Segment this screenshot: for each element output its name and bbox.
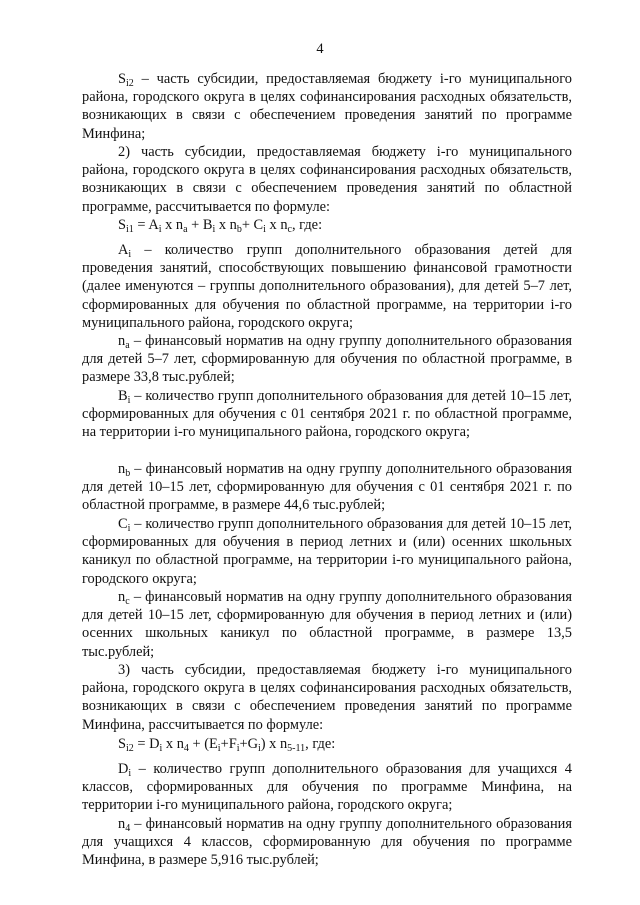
text-run: – финансовый норматив на одну группу дополнительного образования для детей 5–7 лет, сформированную для обучения по областной программе, в размере 33,8 тыс.рублей; (82, 333, 572, 386)
text-run: – часть субсидии, предоставляемая бюджету i-го муниципального района, городского округа в целях софинансирования расходных обязательств, возникающих в связи с обеспечением проведения занятий по программе Минфина; (82, 71, 572, 142)
subscript: i (128, 768, 132, 779)
subscript: b (236, 224, 242, 235)
text-run: + C (241, 217, 264, 233)
subscript: a (183, 224, 188, 235)
text-run: S (118, 71, 127, 87)
paragraph (82, 815, 572, 870)
subscript: c (125, 596, 130, 607)
subscript: i (159, 743, 163, 754)
subscript: i2 (126, 78, 134, 89)
formula-line (82, 735, 572, 753)
text-run: +F (220, 736, 237, 752)
text-run: 3) часть субсидии, предоставляемая бюджету i-го муниципального района, городского округа в целях софинансирования расходных обязательств, возникающих в связи с обеспечением проведения занятий по программе Минфина, рассчитывается по формуле: (82, 662, 572, 733)
text-run: x n (215, 217, 237, 233)
paragraph (82, 760, 572, 815)
subscript: i (128, 249, 132, 260)
text-run: n (118, 816, 126, 832)
text-run: + (E (188, 736, 218, 752)
paragraph (82, 588, 572, 661)
subscript: b (125, 468, 131, 479)
text-run: – количество групп дополнительного образования для учащихся 4 классов, сформированных для обучения по программе Минфина, на территории i-го муниципального района, городского округа; (82, 761, 572, 814)
paragraph (82, 460, 572, 515)
subscript: i1 (126, 224, 134, 235)
text-run: S (118, 736, 127, 752)
text-run: x n (162, 736, 184, 752)
text-run: 2) часть субсидии, предоставляемая бюджету i-го муниципального района, городского округа в целях софинансирования расходных обязательств, возникающих в связи с обеспечением проведения занятий по областной программе, рассчитывается по формуле: (82, 144, 572, 215)
text-run: , где: (305, 736, 336, 752)
paragraph (82, 515, 572, 588)
text-run: n (118, 461, 126, 477)
subscript: i (258, 743, 261, 754)
text-run: n (118, 589, 126, 605)
subscript: i (127, 395, 131, 406)
text-run: +G (239, 736, 258, 752)
paragraph (82, 70, 572, 143)
paragraph (82, 387, 572, 442)
subscript: i (217, 743, 221, 754)
subscript: 5-11 (287, 743, 306, 754)
page-number: 4 (316, 41, 324, 57)
subscript: 4 (125, 823, 131, 834)
text-run: x n (161, 217, 184, 233)
text-run: n (118, 333, 126, 349)
text-run: C (118, 516, 128, 532)
text-run: + B (187, 217, 213, 233)
text-run: – финансовый норматив на одну группу дополнительного образования для детей 10–15 лет, сформированную для обучения с 01 сентября 2021 г. по областной программе, в размере 44,6 тыс.рублей; (82, 461, 572, 514)
text-run: D (118, 761, 129, 777)
text-run: – количество групп дополнительного образования для детей 10–15 лет, сформированных для обучения с 01 сентября 2021 г. по областной программе, на территории i-го муниципального района, городского округа; (82, 388, 572, 441)
subscript: a (125, 340, 130, 351)
paragraph (82, 143, 572, 216)
subscript: i (236, 743, 240, 754)
paragraph (82, 241, 572, 332)
text-run: A (118, 242, 129, 258)
subscript: c (287, 224, 292, 235)
subscript: i (127, 523, 131, 534)
text-run: – финансовый норматив на одну группу дополнительного образования для детей 10–15 лет, сформированную для обучения в период летних и (или) осенних школьных каникул по областной программе, в размере 13,5 тыс.рублей; (82, 589, 572, 660)
subscript: i (158, 224, 162, 235)
subscript: i2 (126, 743, 134, 754)
text-run: S (118, 217, 127, 233)
text-run: B (118, 388, 128, 404)
subscript: i (263, 224, 266, 235)
text-run: – количество групп дополнительного образования детей для проведения занятий, способствующих повышению финансовой грамотности (далее именуются – группы дополнительного образования), для детей 5–7 лет, сформированных для обучения по областной программе, на территории i-го муниципального района, городского округа; (82, 242, 572, 331)
text-run: , где: (291, 217, 323, 233)
text-run: – количество групп дополнительного образования для детей 10–15 лет, сформированных для обучения в период летних и (или) осенних школьных каникул по областной программе, на территории i-го муниципального района, городского округа; (82, 516, 572, 587)
text-run: – финансовый норматив на одну группу дополнительного образования для учащихся 4 классов, сформированную для обучения по программе Минфина, в размере 5,916 тыс.рублей; (82, 816, 572, 869)
text-run: x n (265, 217, 288, 233)
text-run: = A (133, 217, 159, 233)
subscript: i (212, 224, 216, 235)
text-run: ) x n (260, 736, 288, 752)
paragraph (82, 332, 572, 387)
formula-line (82, 216, 572, 234)
paragraph (82, 661, 572, 734)
subscript: 4 (183, 743, 189, 754)
text-run: = D (133, 736, 160, 752)
